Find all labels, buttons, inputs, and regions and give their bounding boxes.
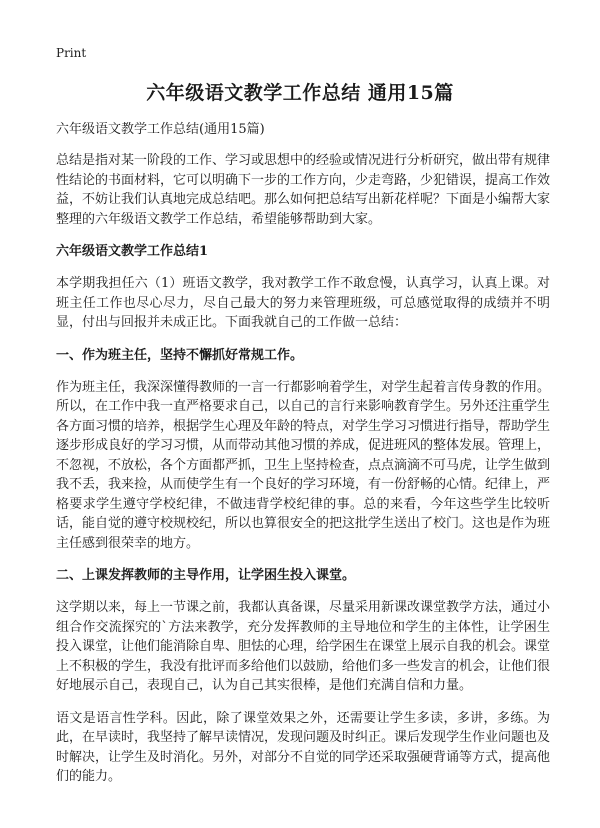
class-teacher-paragraph: 作为班主任，我深深懂得教师的一言一行都影响着学生，对学生起着言传身教的作用。所以，在工作中我一直严格要求自己，以自己的言行来影响教育学生。另外还注重学生各方面习惯的培养，根据学生心理及年龄的特点，对学生学习习惯进行指导，帮助学生逐步形成良好的学习习惯，从而带动其他习惯的养成，促进班风的整体发展。管理上，不忽视，不放松，各个方面都严抓，卫生上坚持检查，点点滴滴不可马虎，让学生做到我不丢，我来捡，从而使学生有一个良好的学习环境，有一份舒畅的心情。纪律上，严格要求学生遵守学校纪律，不做违背学校纪律的事。总的来看，今年这些学生比较听话，能自觉的遵守校规校纪，所以也算很安全的把这批学生送出了校门。这也是作为班主任感到很荣幸的地方。: [56, 379, 551, 551]
page-title: 六年级语文教学工作总结 通用15篇: [146, 82, 454, 104]
chinese-language-paragraph: 语文是语言性学科。因此，除了课堂效果之外，还需要让学生多读，多讲，多练。为此，在早读时，我坚持了解早读情况，发现问题及时纠正。课后发现学生作业问题也及时解决，让学生及时消化。另外，对部分不自觉的同学还采取强硬背诵等方式，提高他们的能力。: [56, 710, 551, 784]
document-subtitle: 六年级语文教学工作总结(通用15篇): [56, 122, 265, 137]
print-label[interactable]: Print: [56, 46, 87, 60]
section-intro-paragraph: 本学期我担任六（1）班语文教学，我对教学工作不敢怠慢，认真学习，认真上课。对班主任工作也尽心尽力，尽自己最大的努力来管理班级，可总感觉取得的成绩并不明显，付出与回报并未成正比。下面我就自己的工作做一总结：: [56, 276, 550, 330]
document-body: [56, 121, 550, 800]
heading-class-teacher: 一、作为班主任，坚持不懈抓好常规工作。: [56, 347, 304, 363]
heading-classroom-teaching: 二、上课发挥教师的主导作用，让学困生投入课堂。: [56, 568, 356, 583]
section-title: 六年级语文教学工作总结1: [56, 244, 209, 259]
intro-paragraph: 总结是指对某一阶段的工作、学习或思想中的经验或情况进行分析研究，做出带有规律性结论的书面材料，它可以明确下一步的工作方向，少走弯路，少犯错误，提高工作效益，不妨让我们认真地完成总结吧。那么如何把总结写出新花样呢？下面是小编帮大家整理的六年级语文教学工作总结，希望能够帮助到大家。: [56, 153, 551, 227]
classroom-teaching-paragraph: 这学期以来，每上一节课之前，我都认真备课，尽量采用新课改课堂教学方法，通过小组合作交流探究的`方法来教学，充分发挥教师的主导地位和学生的主体性，让学困生投入课堂，让他们能消除自卑、胆怯的心理，给学困生在课堂上展示自我的机会。课堂上不积极的学生，我没有批评而多给他们以鼓励，给他们多一些发言的机会，让他们很好地展示自己，表现自己，认为自己其实很棒，是他们充满自信和力量。: [56, 600, 551, 693]
